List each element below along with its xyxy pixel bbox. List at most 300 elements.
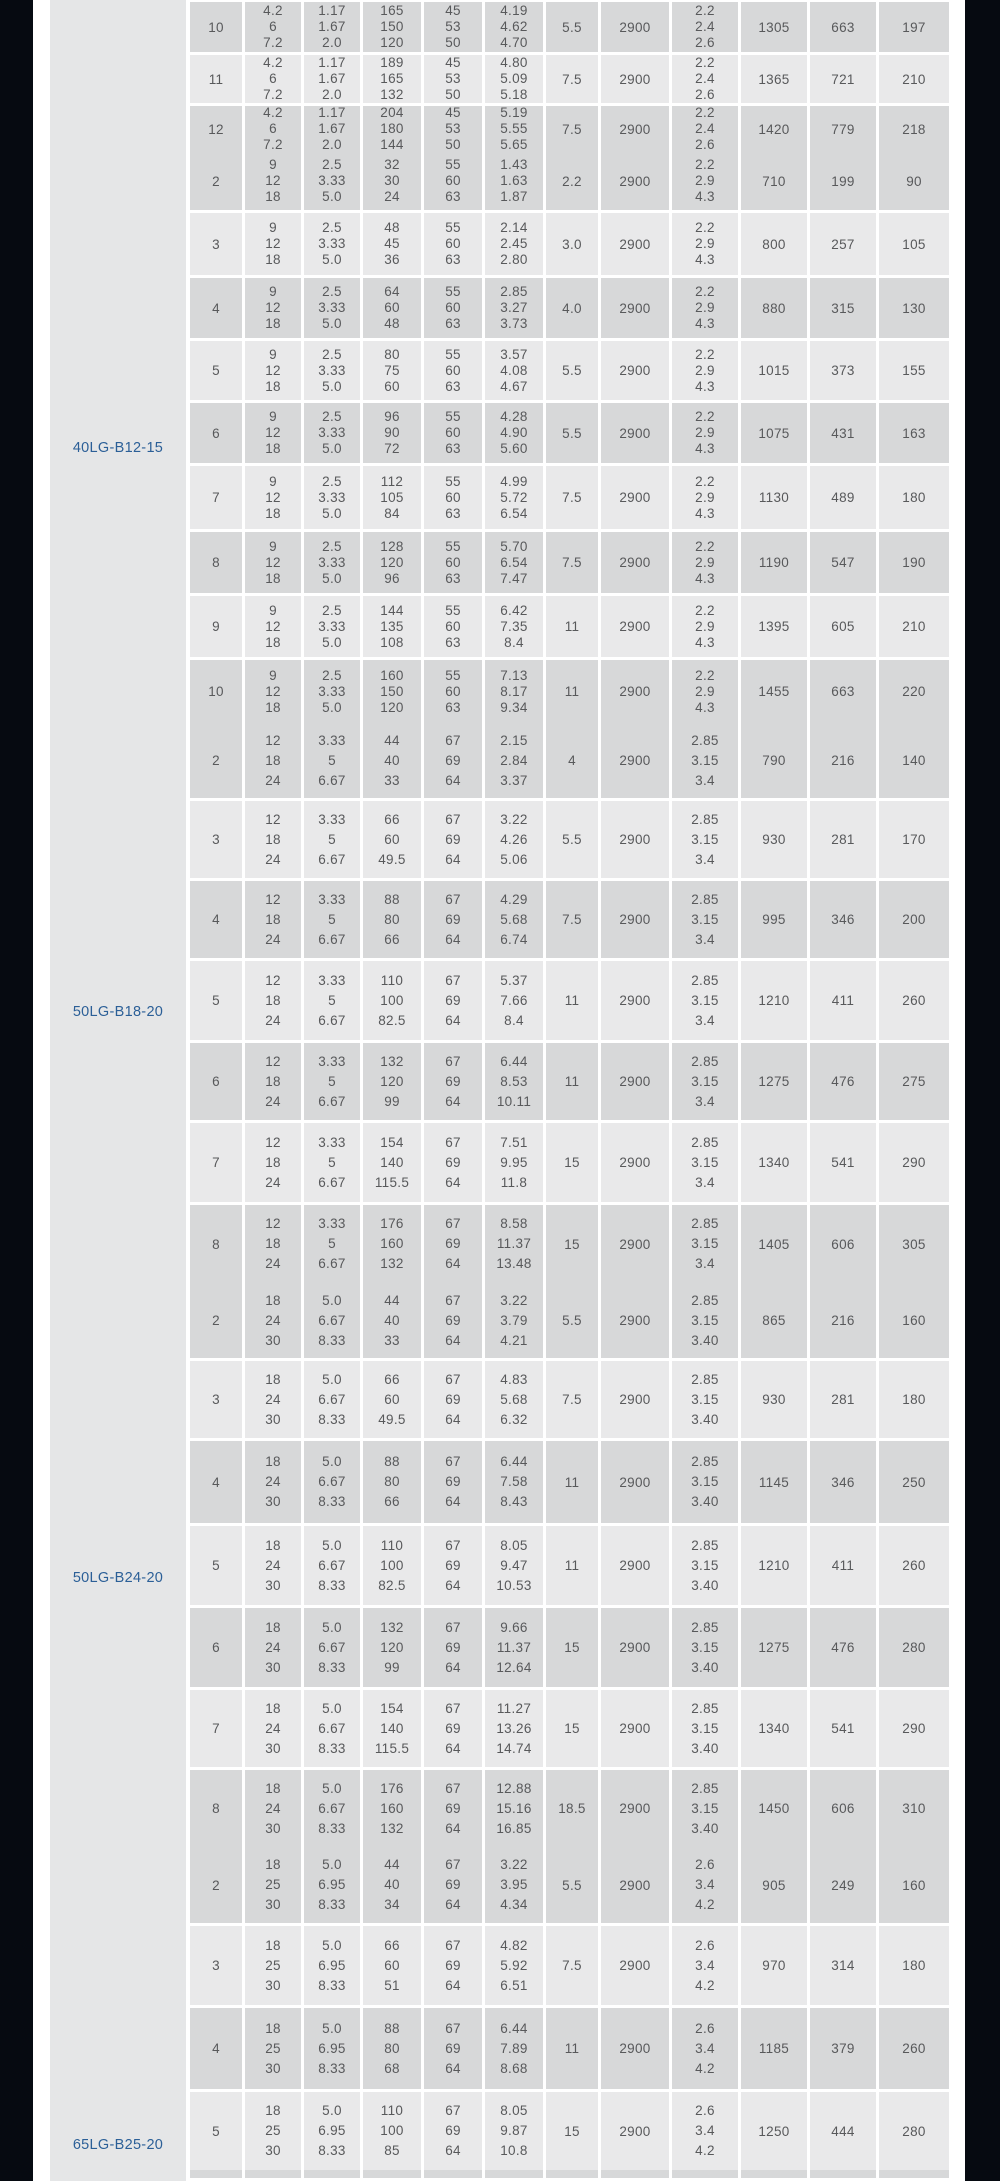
cell-head <box>363 961 421 1040</box>
cell-line: 12 <box>265 489 281 505</box>
cell-line: 13.48 <box>496 1256 532 1271</box>
model-label: 50LG-B18-20 <box>72 1004 164 1020</box>
cell-line: 6.67 <box>318 931 346 947</box>
cell-line: 2.6 <box>695 87 715 102</box>
cell-mass: 290 <box>879 1690 949 1767</box>
cell-line: 18 <box>265 1073 281 1089</box>
cell-line: 5.70 <box>500 538 528 554</box>
cell-npsh <box>672 961 738 1040</box>
cell-mass: 140 <box>879 723 949 798</box>
cell-line: 160 <box>380 1236 404 1251</box>
cell-line: 9 <box>269 346 277 362</box>
cell-line: 12 <box>265 618 281 634</box>
cell-power <box>485 278 543 338</box>
cell-head <box>363 466 421 529</box>
cell-stage: 5 <box>190 961 242 1040</box>
cell-speed: 2900 <box>601 466 669 529</box>
cell-dim2: 373 <box>810 341 876 400</box>
cell-line: 3.22 <box>500 1857 528 1872</box>
cell-line: 5.0 <box>322 1537 342 1553</box>
cell-line: 132 <box>380 1820 404 1836</box>
cell-dim1: 1275 <box>741 1608 807 1687</box>
cell-npsh <box>672 278 738 338</box>
cell-line: 67 <box>445 1292 461 1308</box>
cell-stage: 7 <box>190 1123 242 1202</box>
cell-line: 2.2 <box>695 667 715 683</box>
table-row <box>190 660 949 723</box>
cell-line: 165 <box>380 71 404 86</box>
cell-eff <box>424 466 482 529</box>
cell-flow_m3h <box>245 341 301 400</box>
cell-dim2: 314 <box>810 1926 876 2005</box>
cell-line: 60 <box>445 362 461 378</box>
cell-line: 154 <box>380 1134 404 1150</box>
cell-line: 2.6 <box>695 1937 715 1953</box>
cell-line: 5 <box>328 1154 336 1170</box>
cell-dim1: 800 <box>741 213 807 275</box>
cell-line: 5.0 <box>322 699 342 715</box>
cell-eff <box>424 2092 482 2170</box>
cell-line: 3.4 <box>695 2040 715 2056</box>
cell-line: 64 <box>445 1820 461 1836</box>
cell-motor: 4 <box>546 723 598 798</box>
cell-speed: 2900 <box>601 403 669 463</box>
cell-flow_m3h <box>245 723 301 798</box>
cell-head <box>363 213 421 275</box>
cell-flow_m3h <box>245 961 301 1040</box>
cell-line: 24 <box>265 1557 281 1573</box>
cell-line: 30 <box>265 1820 281 1836</box>
cell-eff <box>424 55 482 103</box>
cell-line: 48 <box>384 220 400 235</box>
cell-head <box>363 278 421 338</box>
cell-motor: 5.5 <box>546 1847 598 1923</box>
cell-head <box>363 2170 421 2178</box>
cell-stage: 8 <box>190 532 242 593</box>
cell-speed: 2900 <box>601 278 669 338</box>
cell-line: 6.67 <box>318 1800 346 1816</box>
cell-line: 51 <box>384 1977 400 1993</box>
cell-line: 69 <box>445 1474 461 1489</box>
cell-line: 18 <box>265 378 281 394</box>
cell-flow_m3h <box>245 1123 301 1202</box>
cell-line: 12 <box>265 972 281 988</box>
cell-line: 2.85 <box>691 1619 719 1635</box>
cell-line: 3.33 <box>318 972 346 988</box>
cell-line: 3.40 <box>691 1659 719 1675</box>
cell-line: 9 <box>269 157 277 172</box>
cell-line: 8.58 <box>500 1216 528 1231</box>
cell-line: 66 <box>384 811 400 827</box>
cell-eff <box>424 1526 482 1605</box>
cell-head <box>363 106 421 152</box>
cell-dim2: 249 <box>810 1847 876 1923</box>
cell-dim2: 605 <box>810 596 876 657</box>
cell-power <box>485 1770 543 1847</box>
cell-npsh <box>672 341 738 400</box>
cell-line: 63 <box>445 570 461 586</box>
cell-line: 8.33 <box>318 1977 346 1993</box>
cell-line: 6.67 <box>318 1093 346 1109</box>
cell-power <box>485 596 543 657</box>
cell-eff <box>424 1847 482 1923</box>
cell-line: 64 <box>445 1093 461 1109</box>
cell-speed: 2900 <box>601 213 669 275</box>
cell-flow_ls <box>304 532 360 593</box>
cell-line: 50 <box>445 87 461 102</box>
cell-line: 160 <box>380 667 404 683</box>
cell-dim1: 1305 <box>741 2 807 52</box>
model-label: 50LG-B24-20 <box>72 1570 164 1586</box>
cell-line: 18 <box>265 1292 281 1308</box>
cell-line: 44 <box>384 1292 400 1308</box>
cell-npsh <box>672 152 738 210</box>
cell-dim2: 721 <box>810 55 876 103</box>
cell-flow_ls <box>304 106 360 152</box>
cell-line: 88 <box>384 2020 400 2036</box>
table-row <box>190 532 949 593</box>
cell-line: 9 <box>269 538 277 554</box>
cell-stage: 6 <box>190 1608 242 1687</box>
cell-line: 44 <box>384 732 400 748</box>
cell-line: 24 <box>265 1012 281 1028</box>
cell-line: 6.44 <box>500 1454 528 1469</box>
cell-line: 45 <box>445 105 461 120</box>
cell-line: 75 <box>384 362 400 378</box>
cell-motor: 11 <box>546 1526 598 1605</box>
cell-line: 3.15 <box>691 1474 719 1489</box>
cell-line: 2.0 <box>322 87 342 102</box>
cell-power <box>485 403 543 463</box>
cell-stage: 3 <box>190 1361 242 1438</box>
cell-line: 7.2 <box>263 137 283 152</box>
cell-dim2: 315 <box>810 278 876 338</box>
cell-npsh <box>672 1043 738 1120</box>
cell-flow_ls <box>304 213 360 275</box>
cell-eff <box>424 1441 482 1523</box>
cell-line: 4.34 <box>500 1897 528 1912</box>
cell-line: 4.3 <box>695 378 715 394</box>
cell-motor: 11 <box>546 961 598 1040</box>
cell-line: 67 <box>445 1537 461 1553</box>
cell-line: 12 <box>265 732 281 748</box>
cell-line: 9 <box>269 602 277 618</box>
cell-line: 6.44 <box>500 1053 528 1069</box>
cell-mass: 290 <box>879 1123 949 1202</box>
cell-speed: 2900 <box>601 1926 669 2005</box>
cell-line: 69 <box>445 1391 461 1407</box>
cell-line: 5.19 <box>500 105 528 120</box>
cell-line: 4.29 <box>500 891 528 907</box>
cell-mass: 160 <box>879 1283 949 1358</box>
cell-speed: 2900 <box>601 1441 669 1523</box>
cell-line: 2.85 <box>691 811 719 827</box>
cell-line: 3.15 <box>691 752 719 768</box>
cell-line: 4.21 <box>500 1332 528 1348</box>
cell-motor: 15 <box>546 1123 598 1202</box>
cell-dim2: 476 <box>810 1608 876 1687</box>
cell-speed: 2900 <box>601 1847 669 1923</box>
model-label: 40LG-B12-15 <box>72 440 164 456</box>
cell-line: 3.15 <box>691 1800 719 1816</box>
cell-line: 14.74 <box>496 1740 532 1756</box>
left-dark-edge <box>0 0 33 2181</box>
cell-line: 5.0 <box>322 441 342 456</box>
cell-line: 69 <box>445 1073 461 1089</box>
cell-line: 3.15 <box>691 1312 719 1328</box>
cell-dim2 <box>810 2170 876 2178</box>
cell-dim1: 880 <box>741 278 807 338</box>
cell-line: 176 <box>380 1216 404 1231</box>
cell-stage: 3 <box>190 1926 242 2005</box>
cell-flow_m3h <box>245 2092 301 2170</box>
cell-line: 2.5 <box>322 346 342 362</box>
cell-npsh <box>672 1123 738 1202</box>
cell-head <box>363 2008 421 2089</box>
cell-flow_m3h <box>245 55 301 103</box>
cell-line: 9.47 <box>500 1557 528 1573</box>
cell-flow_m3h <box>245 1926 301 2005</box>
cell-line: 53 <box>445 19 461 34</box>
cell-mass: 210 <box>879 55 949 103</box>
cell-line: 2.85 <box>691 1053 719 1069</box>
cell-line: 55 <box>445 284 461 299</box>
cell-line: 6 <box>269 121 277 136</box>
cell-line: 67 <box>445 1216 461 1231</box>
cell-motor: 7.5 <box>546 881 598 958</box>
cell-line: 18 <box>265 505 281 521</box>
cell-line: 64 <box>445 931 461 947</box>
cell-line: 82.5 <box>378 1012 406 1028</box>
cell-dim2: 346 <box>810 1441 876 1523</box>
cell-line: 189 <box>380 55 404 70</box>
cell-power <box>485 2008 543 2089</box>
cell-line: 25 <box>265 2123 281 2138</box>
cell-line: 12 <box>265 811 281 827</box>
cell-line: 64 <box>445 1740 461 1756</box>
cell-line: 6.54 <box>500 505 528 521</box>
cell-mass: 105 <box>879 213 949 275</box>
table-row <box>190 1123 949 1202</box>
cell-line: 4.3 <box>695 189 715 204</box>
cell-line: 9.95 <box>500 1154 528 1170</box>
cell-line: 2.2 <box>695 602 715 618</box>
cell-dim1: 1450 <box>741 1770 807 1847</box>
cell-eff <box>424 961 482 1040</box>
cell-power <box>485 2 543 52</box>
cell-line: 6.51 <box>500 1977 528 1993</box>
cell-dim2: 199 <box>810 152 876 210</box>
table-row <box>190 961 949 1040</box>
cell-line: 7.35 <box>500 618 528 634</box>
cell-line: 5.68 <box>500 911 528 927</box>
cell-line: 24 <box>265 1391 281 1407</box>
cell-stage: 4 <box>190 1441 242 1523</box>
cell-line: 2.85 <box>691 1371 719 1387</box>
cell-line: 165 <box>380 3 404 18</box>
cell-line: 1.17 <box>318 55 346 70</box>
cell-line: 2.85 <box>691 1537 719 1553</box>
cell-line: 11.8 <box>500 1174 528 1190</box>
cell-line: 69 <box>445 911 461 927</box>
cell-line: 2.85 <box>691 1134 719 1150</box>
cell-flow_ls <box>304 466 360 529</box>
cell-line: 30 <box>265 1577 281 1593</box>
cell-dim2: 663 <box>810 660 876 723</box>
cell-line: 1.67 <box>318 71 346 86</box>
cell-line: 1.67 <box>318 19 346 34</box>
cell-eff <box>424 2008 482 2089</box>
cell-head <box>363 1770 421 1847</box>
cell-eff <box>424 2170 482 2178</box>
cell-speed: 2900 <box>601 881 669 958</box>
cell-line: 3.33 <box>318 683 346 699</box>
cell-line: 5.06 <box>500 851 528 867</box>
cell-line: 18 <box>265 1780 281 1796</box>
cell-speed: 2900 <box>601 660 669 723</box>
cell-line: 3.33 <box>318 425 346 440</box>
cell-speed: 2900 <box>601 1283 669 1358</box>
cell-line: 2.9 <box>695 489 715 505</box>
cell-mass: 90 <box>879 152 949 210</box>
cell-flow_m3h <box>245 2008 301 2089</box>
cell-eff <box>424 1926 482 2005</box>
cell-line: 24 <box>384 189 400 204</box>
cell-line: 11.37 <box>496 1236 532 1251</box>
cell-line: 132 <box>380 1053 404 1069</box>
cell-line: 12 <box>265 554 281 570</box>
cell-line: 49.5 <box>378 851 406 867</box>
cell-npsh <box>672 1926 738 2005</box>
table-rows <box>190 2 949 2178</box>
cell-line: 5.0 <box>322 1700 342 1716</box>
cell-line: 24 <box>265 851 281 867</box>
cell-line: 5.55 <box>500 121 528 136</box>
cell-line: 2.14 <box>500 220 528 235</box>
cell-line: 5.37 <box>500 972 528 988</box>
cell-npsh <box>672 801 738 878</box>
cell-line: 45 <box>384 236 400 251</box>
cell-line: 2.2 <box>695 105 715 120</box>
cell-power <box>485 1526 543 1605</box>
cell-speed: 2900 <box>601 1123 669 1202</box>
table-row <box>190 1441 949 1523</box>
cell-line: 30 <box>265 2143 281 2158</box>
cell-line: 12.88 <box>496 1780 532 1796</box>
cell-power <box>485 532 543 593</box>
cell-line: 8.43 <box>500 1494 528 1509</box>
cell-flow_ls <box>304 1770 360 1847</box>
cell-npsh <box>672 2170 738 2178</box>
cell-line: 8.33 <box>318 1577 346 1593</box>
cell-mass: 197 <box>879 2 949 52</box>
cell-line: 2.2 <box>695 157 715 172</box>
cell-line: 67 <box>445 891 461 907</box>
cell-line: 2.15 <box>500 732 528 748</box>
cell-line: 12 <box>265 173 281 188</box>
cell-dim2: 281 <box>810 1361 876 1438</box>
cell-npsh <box>672 1526 738 1605</box>
table-row <box>190 2008 949 2089</box>
cell-line: 2.6 <box>695 2103 715 2118</box>
cell-motor <box>546 2170 598 2178</box>
cell-line: 45 <box>445 55 461 70</box>
cell-line: 3.33 <box>318 618 346 634</box>
cell-line: 13.26 <box>496 1720 532 1736</box>
cell-line: 69 <box>445 1236 461 1251</box>
cell-power <box>485 1441 543 1523</box>
cell-flow_m3h <box>245 1205 301 1283</box>
cell-line: 63 <box>445 634 461 650</box>
table-row <box>190 403 949 463</box>
cell-line: 18 <box>265 911 281 927</box>
cell-line: 55 <box>445 346 461 362</box>
cell-line: 72 <box>384 441 400 456</box>
cell-line: 55 <box>445 220 461 235</box>
cell-stage: 10 <box>190 2 242 52</box>
cell-line: 3.33 <box>318 489 346 505</box>
cell-line: 30 <box>265 1740 281 1756</box>
cell-stage: 7 <box>190 466 242 529</box>
cell-line: 18 <box>265 699 281 715</box>
cell-motor: 7.5 <box>546 55 598 103</box>
cell-line: 2.4 <box>695 71 715 86</box>
cell-stage: 9 <box>190 596 242 657</box>
table-row <box>190 2 949 52</box>
cell-line: 3.33 <box>318 236 346 251</box>
cell-speed: 2900 <box>601 1608 669 1687</box>
cell-line: 105 <box>380 489 404 505</box>
cell-motor: 7.5 <box>546 106 598 152</box>
cell-line: 64 <box>445 1256 461 1271</box>
cell-line: 3.4 <box>695 1957 715 1973</box>
cell-line: 88 <box>384 891 400 907</box>
cell-line: 3.15 <box>691 1154 719 1170</box>
cell-line: 3.4 <box>695 851 715 867</box>
cell-flow_ls <box>304 1441 360 1523</box>
cell-line: 5.0 <box>322 1292 342 1308</box>
cell-flow_m3h <box>245 106 301 152</box>
cell-head <box>363 1690 421 1767</box>
cell-line: 3.4 <box>695 1877 715 1892</box>
cell-line: 24 <box>265 1256 281 1271</box>
cell-line: 140 <box>380 1154 404 1170</box>
cell-dim2: 606 <box>810 1205 876 1283</box>
cell-line: 48 <box>384 316 400 331</box>
cell-line: 67 <box>445 1619 461 1635</box>
cell-line: 2.85 <box>691 1454 719 1469</box>
cell-line: 6.95 <box>318 2040 346 2056</box>
right-dark-edge <box>965 0 1000 2181</box>
cell-line: 4.90 <box>500 425 528 440</box>
cell-flow_m3h <box>245 2 301 52</box>
cell-flow_ls <box>304 1847 360 1923</box>
cell-eff <box>424 1608 482 1687</box>
cell-line: 8.33 <box>318 1740 346 1756</box>
cell-flow_ls <box>304 723 360 798</box>
cell-line: 64 <box>445 2143 461 2158</box>
cell-speed: 2900 <box>601 596 669 657</box>
cell-line: 4.80 <box>500 55 528 70</box>
cell-line: 2.6 <box>695 137 715 152</box>
cell-line: 6.42 <box>500 602 528 618</box>
cell-line: 160 <box>380 1800 404 1816</box>
cell-mass: 260 <box>879 2008 949 2089</box>
cell-line: 66 <box>384 1494 400 1509</box>
cell-eff <box>424 801 482 878</box>
cell-line: 3.79 <box>500 1312 528 1328</box>
cell-line: 3.40 <box>691 1820 719 1836</box>
